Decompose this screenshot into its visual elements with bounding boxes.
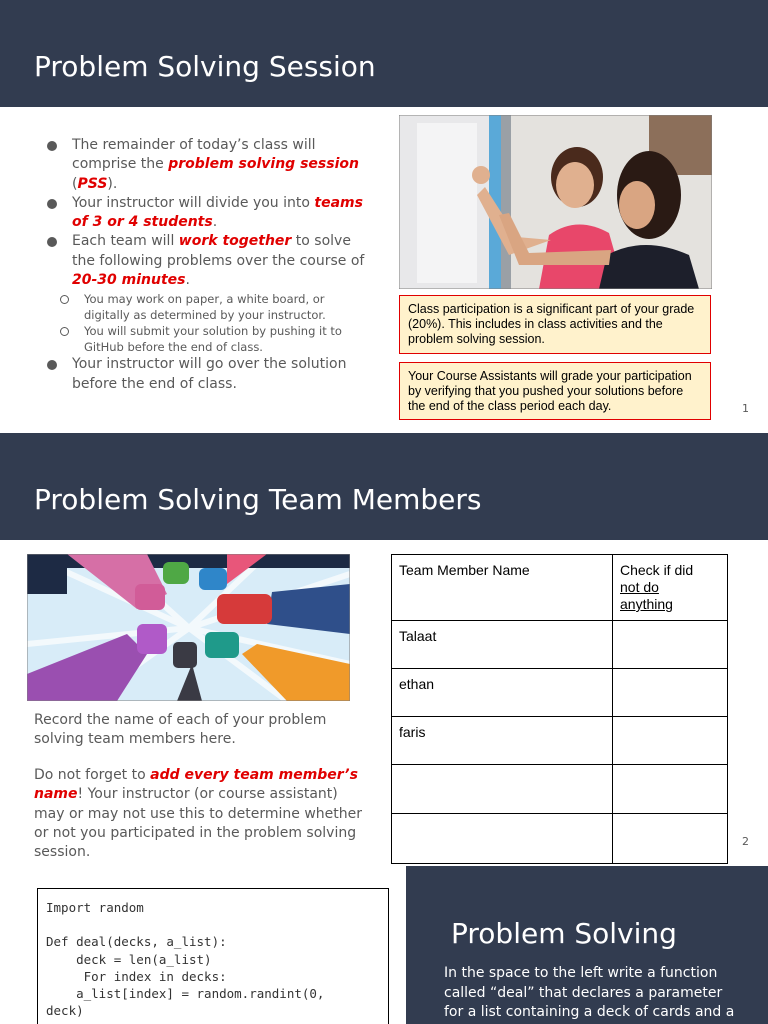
code-answer-box[interactable]: Import random Def deal(decks, a_list): deck = len(a_list) For index in decks: a_list[index] = random.randint(0, deck) [37, 888, 389, 1024]
header-member-name: Team Member Name [392, 555, 613, 621]
check-cell[interactable] [613, 717, 728, 765]
member-name-cell[interactable] [392, 765, 613, 814]
check-cell[interactable] [613, 814, 728, 864]
problem-description: In the space to the left write a function called “deal” that declares a parameter for a list containing a deck of cards and a [444, 965, 735, 1020]
page-number: 2 [742, 835, 749, 848]
check-cell[interactable] [613, 621, 728, 669]
slide2-title: Problem Solving Team Members [34, 483, 482, 516]
sub-bullet-item: You may work on paper, a white board, or digitally as determined by your instructor. [46, 291, 366, 323]
bullet-item: Each team will work together to solve the following problems over the course of 20-30 minutes. You may work on paper, a white board, or digitally as determined by your instructor. You will submit your solution by pushing it to GitHub before the end of class. [46, 232, 366, 355]
check-cell[interactable] [613, 765, 728, 814]
record-names-paragraph: Record the name of each of your problem solving team members here. [34, 712, 327, 748]
check-cell[interactable] [613, 669, 728, 717]
table-row [392, 669, 728, 717]
bullet-item: Your instructor will go over the solution before the end of class. [46, 355, 366, 394]
course-assistant-note: Your Course Assistants will grade your participation by verifying that you pushed your solutions before the end of the class period each day. [399, 362, 711, 420]
member-name-cell[interactable] [392, 814, 613, 864]
member-name-cell[interactable]: ethan [392, 669, 613, 717]
header-check: Check if did not do anything [613, 555, 728, 621]
table-row [392, 621, 728, 669]
team-fists-illustration [27, 554, 350, 701]
participation-note: Class participation is a significant part of your grade (20%). This includes in class activities and the problem solving session. [399, 295, 711, 354]
students-whiteboard-photo [399, 115, 712, 289]
team-members-table [391, 554, 728, 864]
page-number: 1 [742, 402, 749, 415]
sub-bullet-item: You will submit your solution by pushing it to GitHub before the end of class. [46, 323, 366, 355]
member-name-cell[interactable]: faris [392, 717, 613, 765]
member-name-cell[interactable]: Talaat [392, 621, 613, 669]
slide3-title: Problem Solving [451, 917, 677, 950]
table-row [392, 717, 728, 765]
bullet-item: Your instructor will divide you into teams of 3 or 4 students. [46, 194, 366, 233]
table-row [392, 814, 728, 864]
table-header-row [392, 555, 728, 621]
bullet-item: The remainder of today’s class will comprise the problem solving session (PSS). [46, 136, 366, 194]
slide1-bullet-list [46, 136, 366, 394]
add-members-paragraph: Do not forget to add every team member’s name! Your instructor (or course assistant) may or may not use this to determine whether or not you participated in the problem solving session. [34, 767, 363, 861]
slide1-title: Problem Solving Session [34, 50, 376, 83]
table-row [392, 765, 728, 814]
sub-bullet-list [46, 291, 366, 355]
